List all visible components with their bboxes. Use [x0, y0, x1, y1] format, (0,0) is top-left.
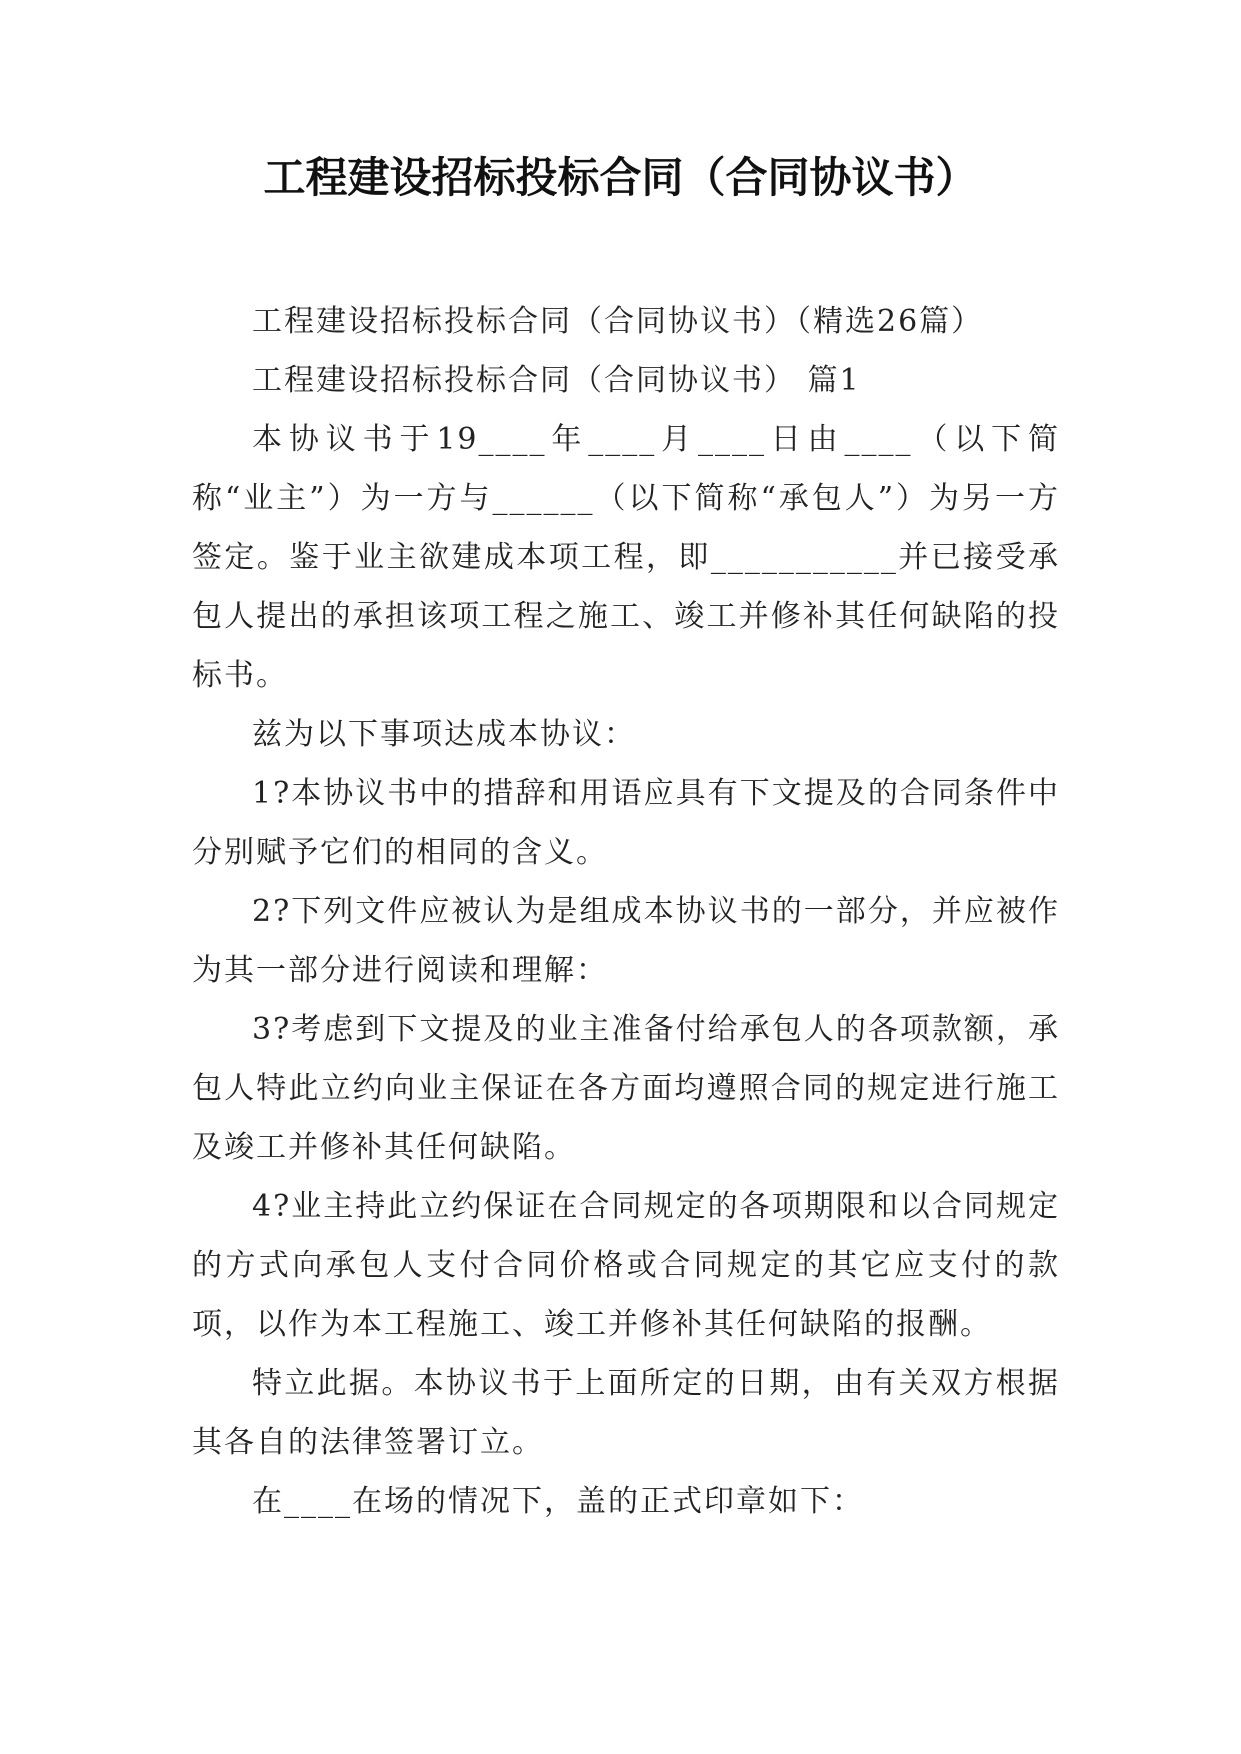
paragraph-clause-2: 2?下列文件应被认为是组成本协议书的一部分，并应被作为其一部分进行阅读和理解：	[192, 894, 1060, 988]
paragraph-clause-4: 4?业主持此立约保证在合同规定的各项期限和以合同规定的方式向承包人支付合同价格或合同规定的其它应支付的款项，以作为本工程施工、竣工并修补其任何缺陷的报酬。	[192, 1189, 1060, 1342]
paragraph-seal: 在____在场的情况下，盖的正式印章如下：	[252, 1484, 864, 1519]
paragraph-agreement-intro: 本协议书于19____年____月____日由____（以下简称“业主”）为一方与______（以下简称“承包人”）为另一方签定。鉴于业主欲建成本项工程，即___________并已接受承包人提出的承担该项工程之施工、竣工并修补其任何缺陷的投标书。	[192, 422, 1060, 693]
paragraph-section-heading: 工程建设招标投标合同（合同协议书） 篇1	[252, 363, 861, 398]
paragraph-subtitle: 工程建设招标投标合同（合同协议书）（精选26篇）	[252, 304, 984, 339]
document-title: 工程建设招标投标合同（合同协议书）	[263, 153, 978, 202]
paragraph-witness: 特立此据。本协议书于上面所定的日期，由有关双方根据其各自的法律签署订立。	[192, 1366, 1060, 1460]
paragraph-agreement-lead: 兹为以下事项达成本协议：	[252, 717, 636, 752]
paragraph-clause-1: 1?本协议书中的措辞和用语应具有下文提及的合同条件中分别赋予它们的相同的含义。	[192, 776, 1060, 870]
document-body	[192, 292, 1060, 1531]
paragraph-clause-3: 3?考虑到下文提及的业主准备付给承包人的各项款额，承包人特此立约向业主保证在各方面均遵照合同的规定进行施工及竣工并修补其任何缺陷。	[192, 1012, 1060, 1165]
